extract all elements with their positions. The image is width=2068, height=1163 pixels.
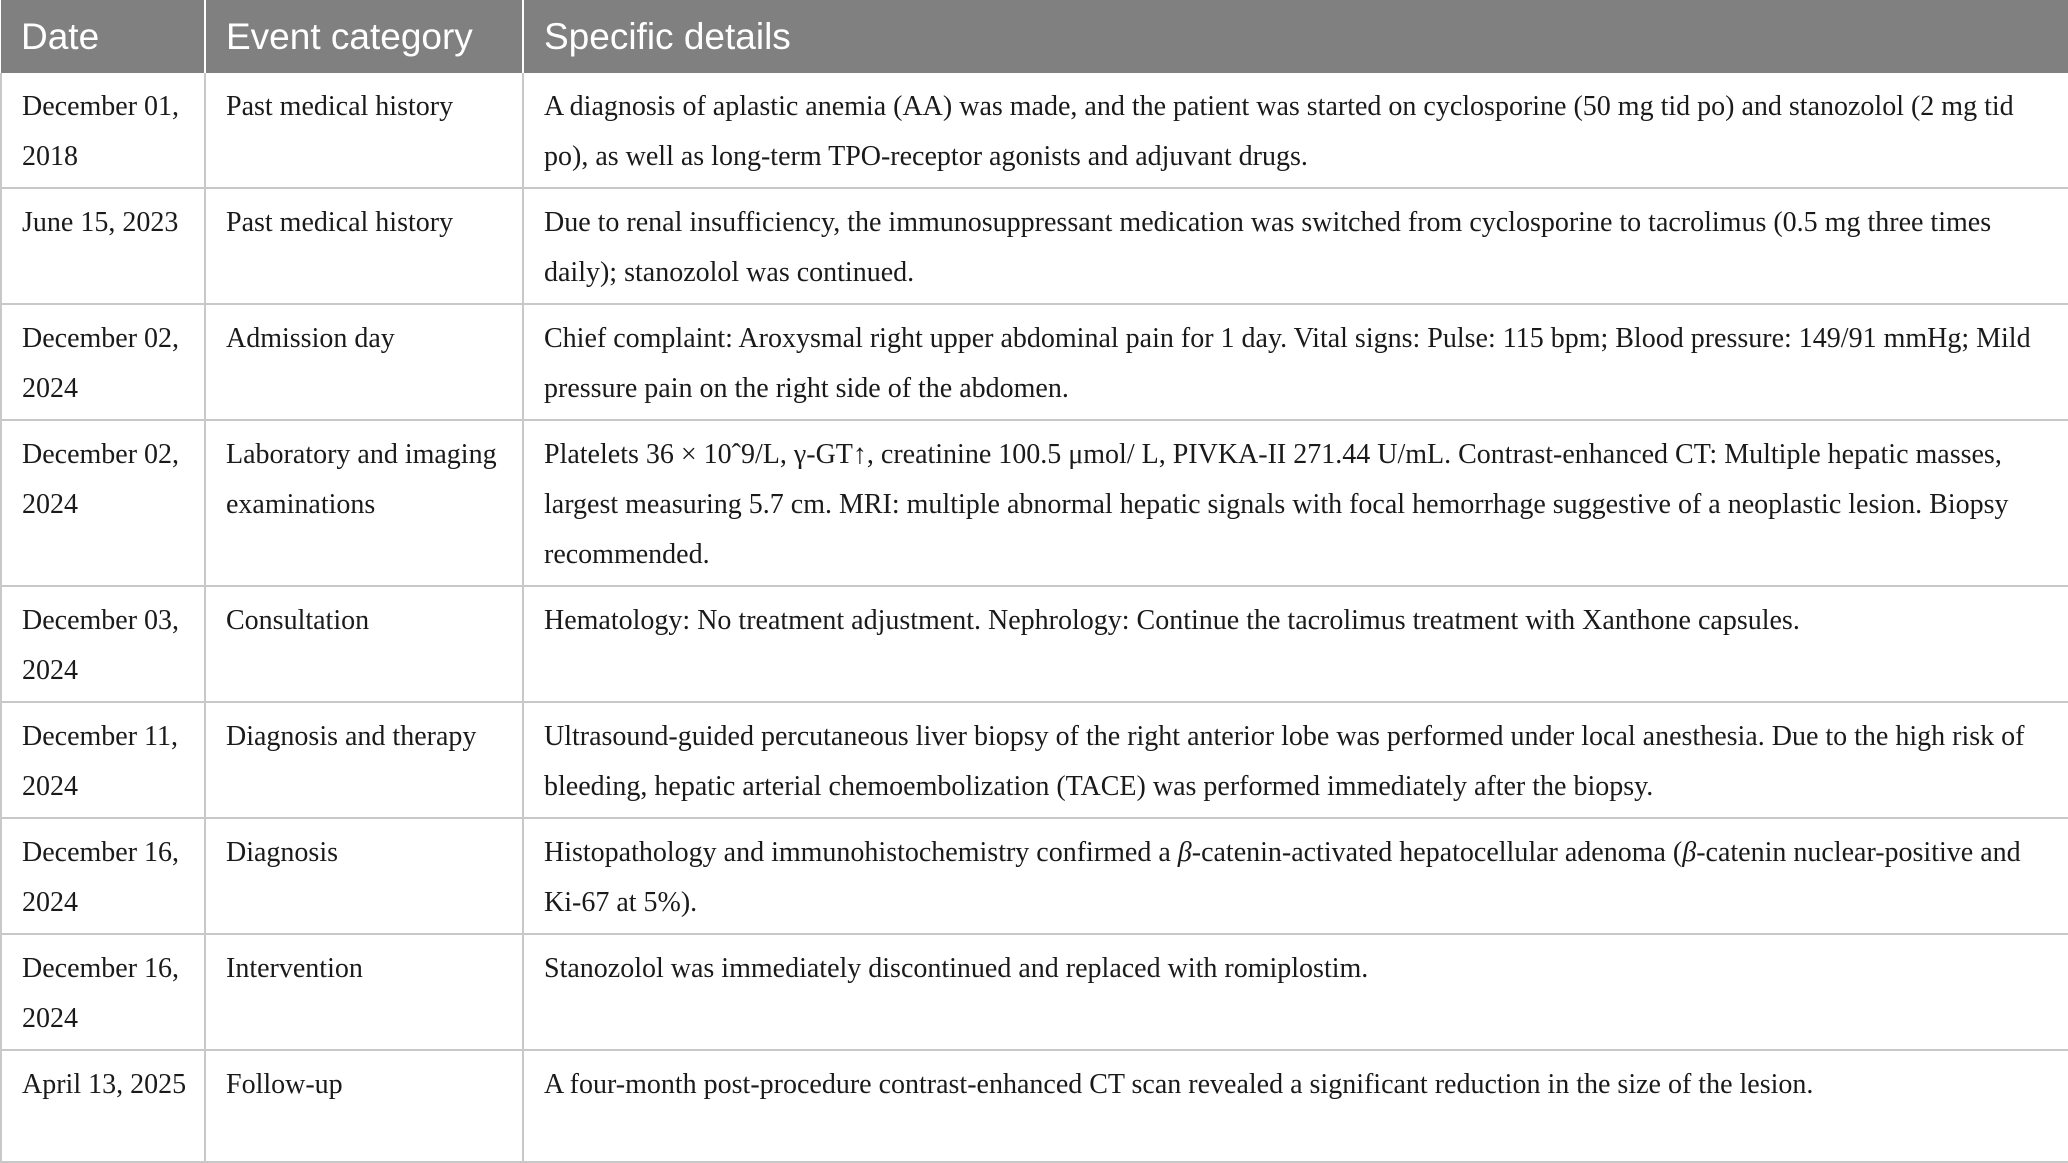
table-header — [1, 0, 2068, 73]
header-row — [1, 0, 2068, 73]
category-cell: Past medical history — [205, 73, 523, 188]
category-cell: Past medical history — [205, 188, 523, 304]
details-cell: Platelets 36 × 10ˆ9/L, γ-GT↑, creatinine 100.5 μmol/ L, PIVKA-II 271.44 U/mL. Contrast-enhanced CT: Multiple hepatic masses, largest measuring 5.7 cm. MRI: multiple abnormal hepatic signals with focal hemorrhage suggestive of a neoplastic lesion. Biopsy recommended. — [523, 420, 2068, 586]
table-row — [1, 73, 2068, 188]
category-cell: Diagnosis and therapy — [205, 702, 523, 818]
category-cell: Intervention — [205, 934, 523, 1050]
table-body — [1, 73, 2068, 1162]
table-row — [1, 818, 2068, 934]
table-row — [1, 586, 2068, 702]
date-cell: December 03, 2024 — [1, 586, 205, 702]
date-cell: December 02, 2024 — [1, 420, 205, 586]
details-cell — [523, 818, 2068, 934]
beta-symbol: β — [1682, 837, 1697, 868]
date-cell: December 01, 2018 — [1, 73, 205, 188]
table-row — [1, 1050, 2068, 1162]
details-cell: Due to renal insufficiency, the immunosuppressant medication was switched from cyclosporine to tacrolimus (0.5 mg three times daily); stanozolol was continued. — [523, 188, 2068, 304]
date-cell: December 02, 2024 — [1, 304, 205, 420]
details-cell: Stanozolol was immediately discontinued and replaced with romiplostim. — [523, 934, 2068, 1050]
details-cell: A diagnosis of aplastic anemia (AA) was made, and the patient was started on cyclosporine (50 mg tid po) and stanozolol (2 mg tid po), as well as long-term TPO-receptor agonists and adjuvant drugs. — [523, 73, 2068, 188]
category-cell: Admission day — [205, 304, 523, 420]
table-row — [1, 702, 2068, 818]
table-row — [1, 188, 2068, 304]
details-cell: A four-month post-procedure contrast-enhanced CT scan revealed a significant reduction in the size of the lesion. — [523, 1050, 2068, 1162]
category-cell: Laboratory and imaging examinations — [205, 420, 523, 586]
table-row — [1, 934, 2068, 1050]
column-header-details: Specific details — [523, 0, 2068, 73]
table-row — [1, 420, 2068, 586]
category-cell: Diagnosis — [205, 818, 523, 934]
details-cell: Ultrasound-guided percutaneous liver biopsy of the right anterior lobe was performed under local anesthesia. Due to the high risk of bleeding, hepatic arterial chemoembolization (TACE) was performed immediately after the biopsy. — [523, 702, 2068, 818]
category-cell: Follow-up — [205, 1050, 523, 1162]
beta-symbol: β — [1177, 837, 1192, 868]
details-text: -catenin nuclear-positive and Ki-67 at 5%). — [544, 837, 2021, 918]
date-cell: December 16, 2024 — [1, 818, 205, 934]
details-cell: Hematology: No treatment adjustment. Nephrology: Continue the tacrolimus treatment with Xanthone capsules. — [523, 586, 2068, 702]
date-cell: April 13, 2025 — [1, 1050, 205, 1162]
column-header-category: Event category — [205, 0, 523, 73]
date-cell: December 11, 2024 — [1, 702, 205, 818]
category-cell: Consultation — [205, 586, 523, 702]
date-cell: December 16, 2024 — [1, 934, 205, 1050]
details-text: Histopathology and immunohistochemistry confirmed a — [544, 837, 1178, 868]
table-row — [1, 304, 2068, 420]
details-cell: Chief complaint: Aroxysmal right upper abdominal pain for 1 day. Vital signs: Pulse: 115 bpm; Blood pressure: 149/91 mmHg; Mild pressure pain on the right side of the abdomen. — [523, 304, 2068, 420]
date-cell: June 15, 2023 — [1, 188, 205, 304]
column-header-date: Date — [1, 0, 205, 73]
details-text: -catenin-activated hepatocellular adenoma ( — [1191, 837, 1683, 868]
